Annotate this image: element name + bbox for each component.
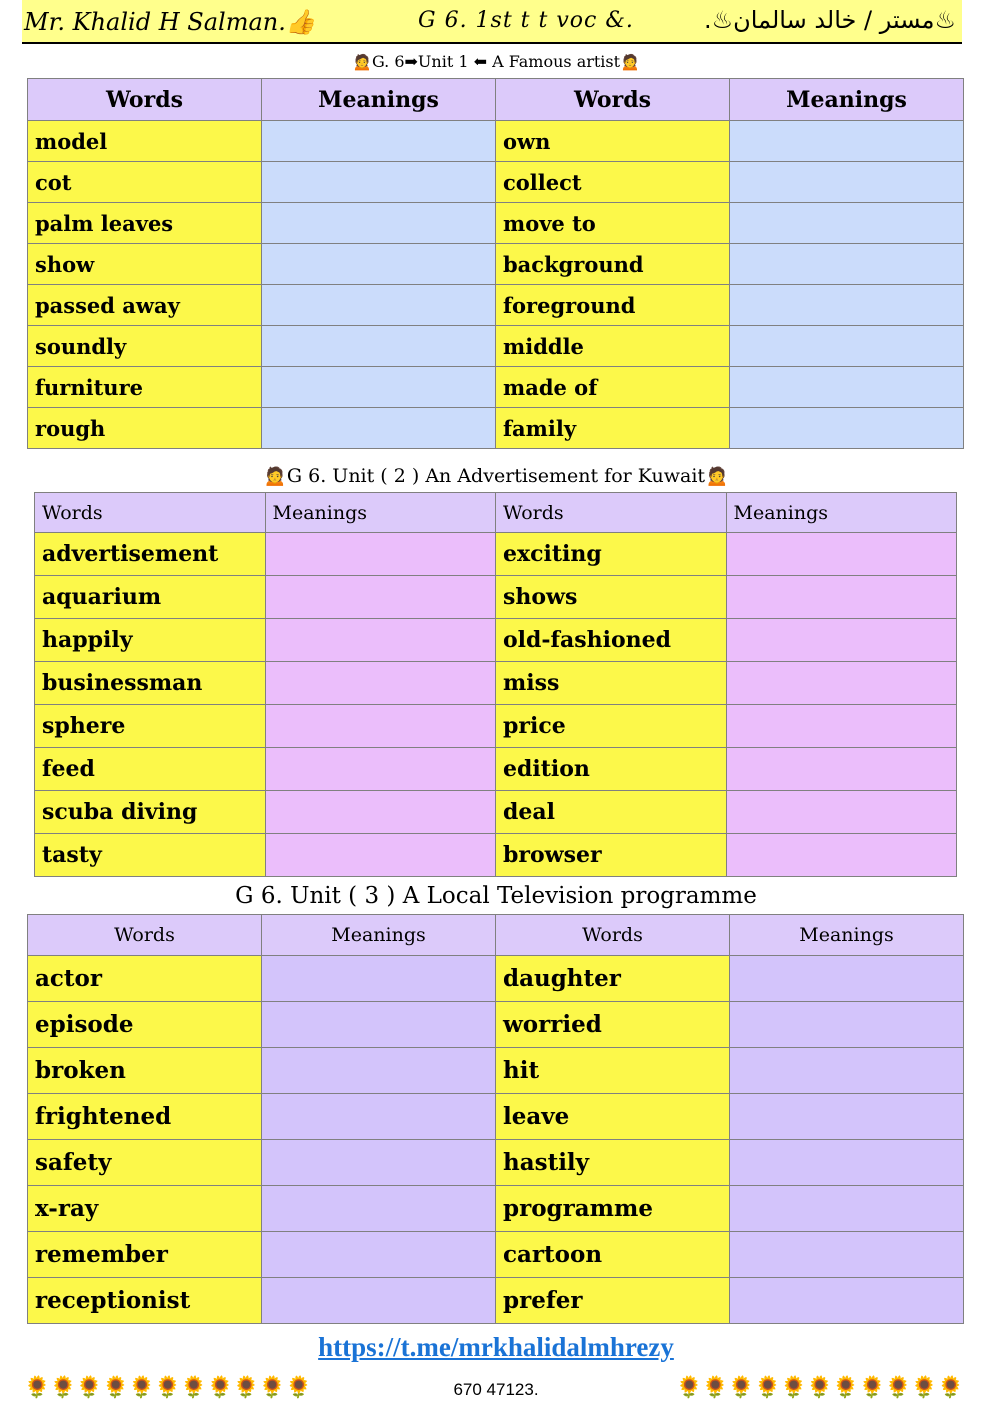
unit1-vocab-table: [27, 78, 964, 449]
table-row: [28, 1094, 964, 1140]
table-row: [28, 162, 964, 203]
meaning-cell[interactable]: [730, 1232, 964, 1278]
vocab-word: hastily: [496, 1140, 730, 1186]
telegram-link[interactable]: https://t.me/mrkhalidalmhrezy: [318, 1332, 674, 1362]
vocab-word: cartoon: [496, 1232, 730, 1278]
meaning-cell[interactable]: [730, 326, 964, 367]
table-row: [35, 791, 957, 834]
vocab-word: happily: [35, 619, 266, 662]
meaning-cell[interactable]: [262, 162, 496, 203]
vocab-word: remember: [28, 1232, 262, 1278]
meanings-column-header: Meanings: [262, 79, 496, 121]
meaning-cell[interactable]: [265, 705, 496, 748]
author-name: Mr. Khalid H Salman.👍: [24, 8, 316, 36]
vocab-word: soundly: [28, 326, 262, 367]
vocab-word: rough: [28, 408, 262, 449]
header-row: [28, 79, 964, 121]
meaning-cell[interactable]: [262, 1140, 496, 1186]
vocab-word: show: [28, 244, 262, 285]
vocab-word: miss: [496, 662, 727, 705]
meaning-cell[interactable]: [262, 1048, 496, 1094]
vocab-word: edition: [496, 748, 727, 791]
table-row: [28, 1232, 964, 1278]
meaning-cell[interactable]: [265, 662, 496, 705]
words-column-header: Words: [28, 915, 262, 956]
meaning-cell[interactable]: [726, 748, 957, 791]
table-row: [35, 834, 957, 877]
unit2-vocab-table: [34, 492, 957, 877]
meanings-column-header: Meanings: [730, 79, 964, 121]
meaning-cell[interactable]: [265, 576, 496, 619]
meaning-cell[interactable]: [262, 121, 496, 162]
meanings-column-header: Meanings: [730, 915, 964, 956]
vocab-word: middle: [496, 326, 730, 367]
vocab-word: tasty: [35, 834, 266, 877]
vocab-word: collect: [496, 162, 730, 203]
table-row: [28, 326, 964, 367]
words-column-header: Words: [496, 493, 727, 533]
table-row: [28, 408, 964, 449]
table-row: [35, 619, 957, 662]
unit3-caption: G 6. Unit ( 3 ) A Local Television programme: [235, 883, 757, 909]
meaning-cell[interactable]: [265, 834, 496, 877]
meaning-cell[interactable]: [730, 121, 964, 162]
table-row: [28, 367, 964, 408]
vocab-word: made of: [496, 367, 730, 408]
vocab-word: advertisement: [35, 533, 266, 576]
meaning-cell[interactable]: [265, 748, 496, 791]
meanings-column-header: Meanings: [265, 493, 496, 533]
meaning-cell[interactable]: [730, 244, 964, 285]
meaning-cell[interactable]: [730, 1140, 964, 1186]
meaning-cell[interactable]: [730, 203, 964, 244]
table-row: [28, 121, 964, 162]
vocab-word: feed: [35, 748, 266, 791]
meaning-cell[interactable]: [730, 1048, 964, 1094]
table-row: [28, 244, 964, 285]
vocab-word: cot: [28, 162, 262, 203]
vocab-word: old-fashioned: [496, 619, 727, 662]
table-row: [28, 1140, 964, 1186]
meaning-cell[interactable]: [262, 203, 496, 244]
meaning-cell[interactable]: [730, 1186, 964, 1232]
words-column-header: Words: [496, 915, 730, 956]
vocab-word: own: [496, 121, 730, 162]
meaning-cell[interactable]: [730, 162, 964, 203]
vocab-word: leave: [496, 1094, 730, 1140]
meaning-cell[interactable]: [726, 791, 957, 834]
table-row: [28, 285, 964, 326]
unit1-caption: 🙍G. 6➡Unit 1 ⬅ A Famous artist🙍: [352, 52, 640, 71]
meaning-cell[interactable]: [262, 285, 496, 326]
vocab-word: shows: [496, 576, 727, 619]
table-row: [28, 1002, 964, 1048]
meanings-column-header: Meanings: [262, 915, 496, 956]
meaning-cell[interactable]: [262, 367, 496, 408]
vocab-word: palm leaves: [28, 203, 262, 244]
vocab-word: broken: [28, 1048, 262, 1094]
table-row: [28, 1186, 964, 1232]
header-row: [35, 493, 957, 533]
vocab-word: worried: [496, 1002, 730, 1048]
meaning-cell[interactable]: [730, 285, 964, 326]
meaning-cell[interactable]: [262, 326, 496, 367]
vocab-word: hit: [496, 1048, 730, 1094]
table-row: [35, 576, 957, 619]
vocab-word: furniture: [28, 367, 262, 408]
header-row: [28, 915, 964, 956]
vocab-word: episode: [28, 1002, 262, 1048]
vocab-word: family: [496, 408, 730, 449]
vocab-word: prefer: [496, 1278, 730, 1324]
meaning-cell[interactable]: [726, 533, 957, 576]
words-column-header: Words: [28, 79, 262, 121]
vocab-word: browser: [496, 834, 727, 877]
vocab-word: receptionist: [28, 1278, 262, 1324]
meaning-cell[interactable]: [265, 791, 496, 834]
meaning-cell[interactable]: [730, 956, 964, 1002]
meaning-cell[interactable]: [730, 408, 964, 449]
table-row: [28, 956, 964, 1002]
meanings-column-header: Meanings: [726, 493, 957, 533]
meaning-cell[interactable]: [726, 662, 957, 705]
unit2-caption: 🙍G 6. Unit ( 2 ) An Advertisement for Kuwait🙍: [263, 465, 729, 487]
meaning-cell[interactable]: [265, 533, 496, 576]
meaning-cell[interactable]: [730, 1002, 964, 1048]
meaning-cell[interactable]: [262, 408, 496, 449]
vocab-word: sphere: [35, 705, 266, 748]
vocab-word: daughter: [496, 956, 730, 1002]
vocab-word: background: [496, 244, 730, 285]
meaning-cell[interactable]: [730, 367, 964, 408]
vocab-word: foreground: [496, 285, 730, 326]
meaning-cell[interactable]: [726, 576, 957, 619]
vocab-word: deal: [496, 791, 727, 834]
sunflower-decoration-right: 🌻🌻🌻🌻🌻🌻🌻🌻🌻🌻🌻: [676, 1375, 964, 1399]
vocab-word: businessman: [35, 662, 266, 705]
vocab-word: frightened: [28, 1094, 262, 1140]
meaning-cell[interactable]: [265, 619, 496, 662]
author-name-arabic: ♨مستر / خالد سالمان♨.: [704, 6, 956, 34]
meaning-cell[interactable]: [730, 1094, 964, 1140]
vocab-word: model: [28, 121, 262, 162]
meaning-cell[interactable]: [262, 1278, 496, 1324]
phone-number: 670 47123.: [453, 1380, 539, 1399]
vocab-word: move to: [496, 203, 730, 244]
worksheet-title: G 6. 1st t t voc &.: [418, 8, 634, 33]
vocab-word: actor: [28, 956, 262, 1002]
meaning-cell[interactable]: [262, 1094, 496, 1140]
meaning-cell[interactable]: [726, 619, 957, 662]
words-column-header: Words: [35, 493, 266, 533]
table-row: [28, 1048, 964, 1094]
vocab-word: passed away: [28, 285, 262, 326]
words-column-header: Words: [496, 79, 730, 121]
table-row: [28, 203, 964, 244]
meaning-cell[interactable]: [726, 705, 957, 748]
meaning-cell[interactable]: [262, 1002, 496, 1048]
table-row: [35, 748, 957, 791]
table-row: [35, 533, 957, 576]
table-row: [28, 1278, 964, 1324]
vocab-word: exciting: [496, 533, 727, 576]
meaning-cell[interactable]: [726, 834, 957, 877]
table-row: [35, 705, 957, 748]
vocab-word: scuba diving: [35, 791, 266, 834]
vocab-word: programme: [496, 1186, 730, 1232]
vocab-word: aquarium: [35, 576, 266, 619]
meaning-cell[interactable]: [262, 1186, 496, 1232]
table-row: [35, 662, 957, 705]
vocab-word: safety: [28, 1140, 262, 1186]
vocab-word: price: [496, 705, 727, 748]
unit3-vocab-table: [27, 914, 964, 1324]
meaning-cell[interactable]: [262, 244, 496, 285]
page-header: [22, 0, 962, 44]
meaning-cell[interactable]: [730, 1278, 964, 1324]
meaning-cell[interactable]: [262, 1232, 496, 1278]
meaning-cell[interactable]: [262, 956, 496, 1002]
vocab-word: x-ray: [28, 1186, 262, 1232]
sunflower-decoration-left: 🌻🌻🌻🌻🌻🌻🌻🌻🌻🌻🌻: [24, 1375, 312, 1399]
